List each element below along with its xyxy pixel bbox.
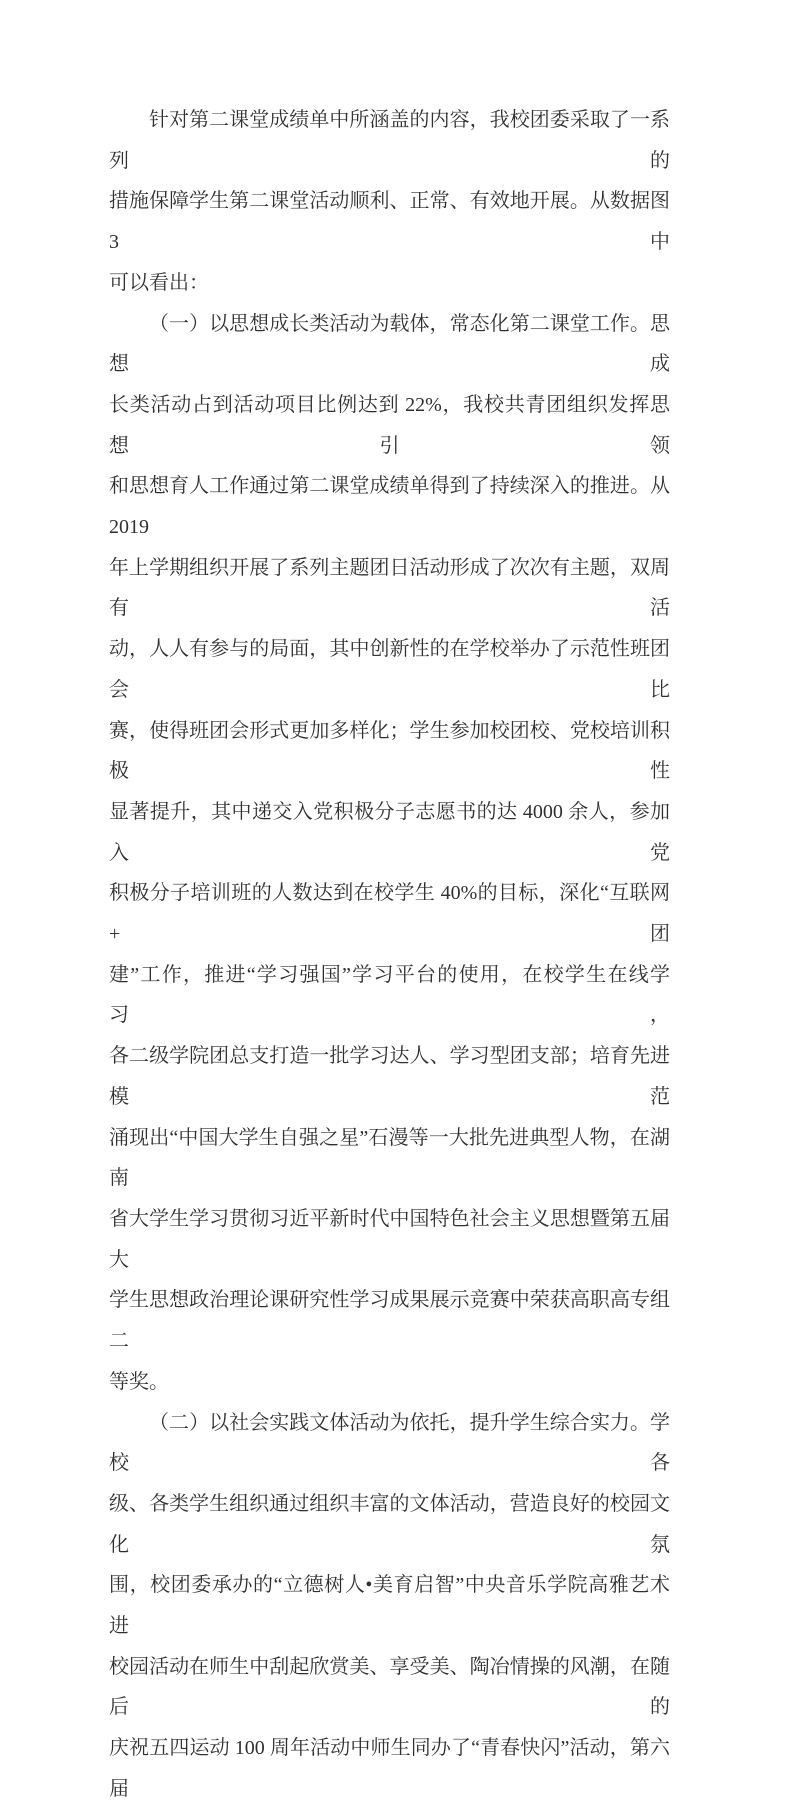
text-line: 各二级学院团总支打造一批学习达人、学习型团支部；培育先进模范	[109, 1045, 670, 1108]
text-line: 省大学生学习贯彻习近平新时代中国特色社会主义思想暨第五届大	[109, 1207, 670, 1271]
text-line: 年上学期组织开展了系列主题团日活动形成了次次有主题，双周有活	[109, 556, 670, 620]
text-line: 庆祝五四运动 100 周年活动中师生同办了“青春快闪”活动，第六届	[109, 1737, 670, 1800]
text-line: 学生思想政治理论课研究性学习成果展示竞赛中荣获高职高专组二	[109, 1289, 670, 1353]
text-line: 措施保障学生第二课堂活动顺利、正常、有效地开展。从数据图 3 中	[109, 190, 670, 254]
text-line: 积极分子培训班的人数达到在校学生 40%的目标，深化“互联网+团	[109, 882, 670, 946]
text-line: 赛，使得班团会形式更加多样化；学生参加校团校、党校培训积极性	[109, 719, 670, 783]
text-line: 动，人人有参与的局面，其中创新性的在学校举办了示范性班团会比	[109, 638, 670, 701]
text-line: 显著提升，其中递交入党积极分子志愿书的达 4000 余人，参加入党	[109, 800, 670, 864]
text-line: 和思想育人工作通过第二课堂成绩单得到了持续深入的推进。从 2019	[109, 475, 670, 539]
point-two-paragraph	[109, 1403, 670, 1810]
text-line: 可以看出：	[109, 271, 209, 294]
text-line: 围，校团委承办的“立德树人•美育启智”中央音乐学院高雅艺术进	[109, 1574, 670, 1638]
text-line: （二）以社会实践文体活动为依托，提升学生综合实力。学校各	[109, 1411, 670, 1475]
text-line: 等奖。	[109, 1370, 169, 1393]
text-line: 长类活动占到活动项目比例达到 22%，我校共青团组织发挥思想引领	[109, 393, 670, 457]
text-line: 校园活动在师生中刮起欣赏美、享受美、陶冶情操的风潮，在随后的	[109, 1655, 670, 1719]
text-line: 涌现出“中国大学生自强之星”石漫等一大批先进典型人物，在湖南	[109, 1126, 670, 1190]
text-line: 针对第二课堂成绩单中所涵盖的内容，我校团委采取了一系列的	[109, 109, 670, 172]
point-one-paragraph	[109, 304, 670, 1403]
intro-paragraph	[109, 100, 670, 304]
text-line: 级、各类学生组织通过组织丰富的文体活动，营造良好的校园文化氛	[109, 1492, 670, 1556]
text-line: 建”工作，推进“学习强国”学习平台的使用，在校学生在线学习，	[109, 963, 670, 1027]
document-body	[109, 100, 670, 1810]
text-line: （一）以思想成长类活动为载体，常态化第二课堂工作。思想成	[109, 312, 670, 376]
